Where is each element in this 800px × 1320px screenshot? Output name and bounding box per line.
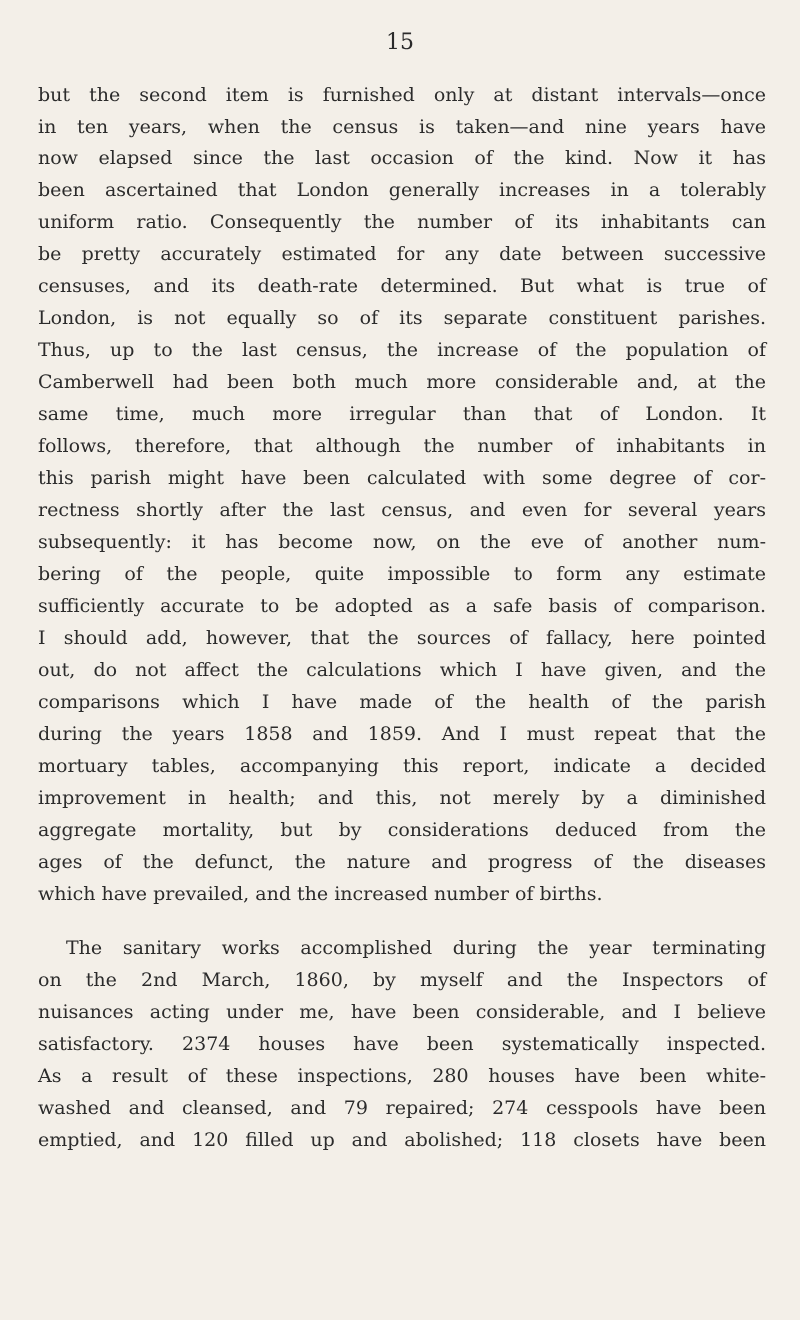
- page-number: 15: [386, 30, 414, 55]
- paragraph-1-line-22: mortuary tables, accompanying this report, indicate a decided: [38, 755, 766, 777]
- paragraph-2-line-3: nuisances acting under me, have been considerable, and I believe: [38, 1001, 766, 1023]
- paragraph-1-line-6: be pretty accurately estimated for any date between successive: [38, 243, 766, 265]
- paragraph-1-line-4: been ascertained that London generally increases in a tolerably: [38, 179, 766, 201]
- paragraph-2-line-2: on the 2nd March, 1860, by myself and the Inspectors of: [38, 969, 766, 991]
- paragraph-1-line-19: out, do not affect the calculations which I have given, and the: [38, 659, 766, 681]
- paragraph-1-line-11: same time, much more irregular than that of London. It: [38, 403, 766, 425]
- paragraph-1-line-24: aggregate mortality, but by considerations deduced from the: [38, 819, 766, 841]
- paragraph-1-line-16: bering of the people, quite impossible to form any estimate: [38, 563, 766, 585]
- paragraph-1-line-8: London, is not equally so of its separate constituent parishes.: [38, 307, 766, 329]
- paragraph-1-line-26: which have prevailed, and the increased number of births.: [38, 883, 603, 905]
- paragraph-1-line-3: now elapsed since the last occasion of the kind. Now it has: [38, 147, 766, 169]
- paragraph-2-line-4: satisfactory. 2374 houses have been systematically inspected.: [38, 1033, 766, 1055]
- paragraph-2-line-5: As a result of these inspections, 280 houses have been white-: [38, 1065, 766, 1087]
- paragraph-1-line-10: Camberwell had been both much more considerable and, at the: [38, 371, 766, 393]
- paragraph-1-line-17: sufficiently accurate to be adopted as a safe basis of comparison.: [38, 595, 766, 617]
- paragraph-1-line-9: Thus, up to the last census, the increase of the population of: [38, 339, 766, 361]
- paragraph-1-line-1: but the second item is furnished only at distant intervals—once: [38, 84, 766, 106]
- paragraph-1-line-25: ages of the defunct, the nature and progress of the diseases: [38, 851, 766, 873]
- paragraph-1-line-2: in ten years, when the census is taken—and nine years have: [38, 116, 766, 138]
- paragraph-1-line-18: I should add, however, that the sources of fallacy, here pointed: [38, 627, 766, 649]
- paragraph-2-line-6: washed and cleansed, and 79 repaired; 274 cesspools have been: [38, 1097, 766, 1119]
- paragraph-2-line-7: emptied, and 120 filled up and abolished; 118 closets have been: [38, 1129, 766, 1151]
- paragraph-1-line-21: during the years 1858 and 1859. And I must repeat that the: [38, 723, 766, 745]
- paragraph-1-line-13: this parish might have been calculated with some degree of cor-: [38, 467, 766, 489]
- paragraph-1-line-7: censuses, and its death-rate determined. But what is true of: [38, 275, 766, 297]
- paragraph-1-line-20: comparisons which I have made of the health of the parish: [38, 691, 766, 713]
- paragraph-1-line-23: improvement in health; and this, not merely by a diminished: [38, 787, 766, 809]
- paragraph-1-line-12: follows, therefore, that although the number of inhabitants in: [38, 435, 766, 457]
- paragraph-1-line-14: rectness shortly after the last census, and even for several years: [38, 499, 766, 521]
- paragraph-2-line-1: The sanitary works accomplished during the year terminating: [66, 937, 766, 959]
- paragraph-1-line-5: uniform ratio. Consequently the number of its inhabitants can: [38, 211, 766, 233]
- paragraph-1-line-15: subsequently: it has become now, on the eve of another num-: [38, 531, 766, 553]
